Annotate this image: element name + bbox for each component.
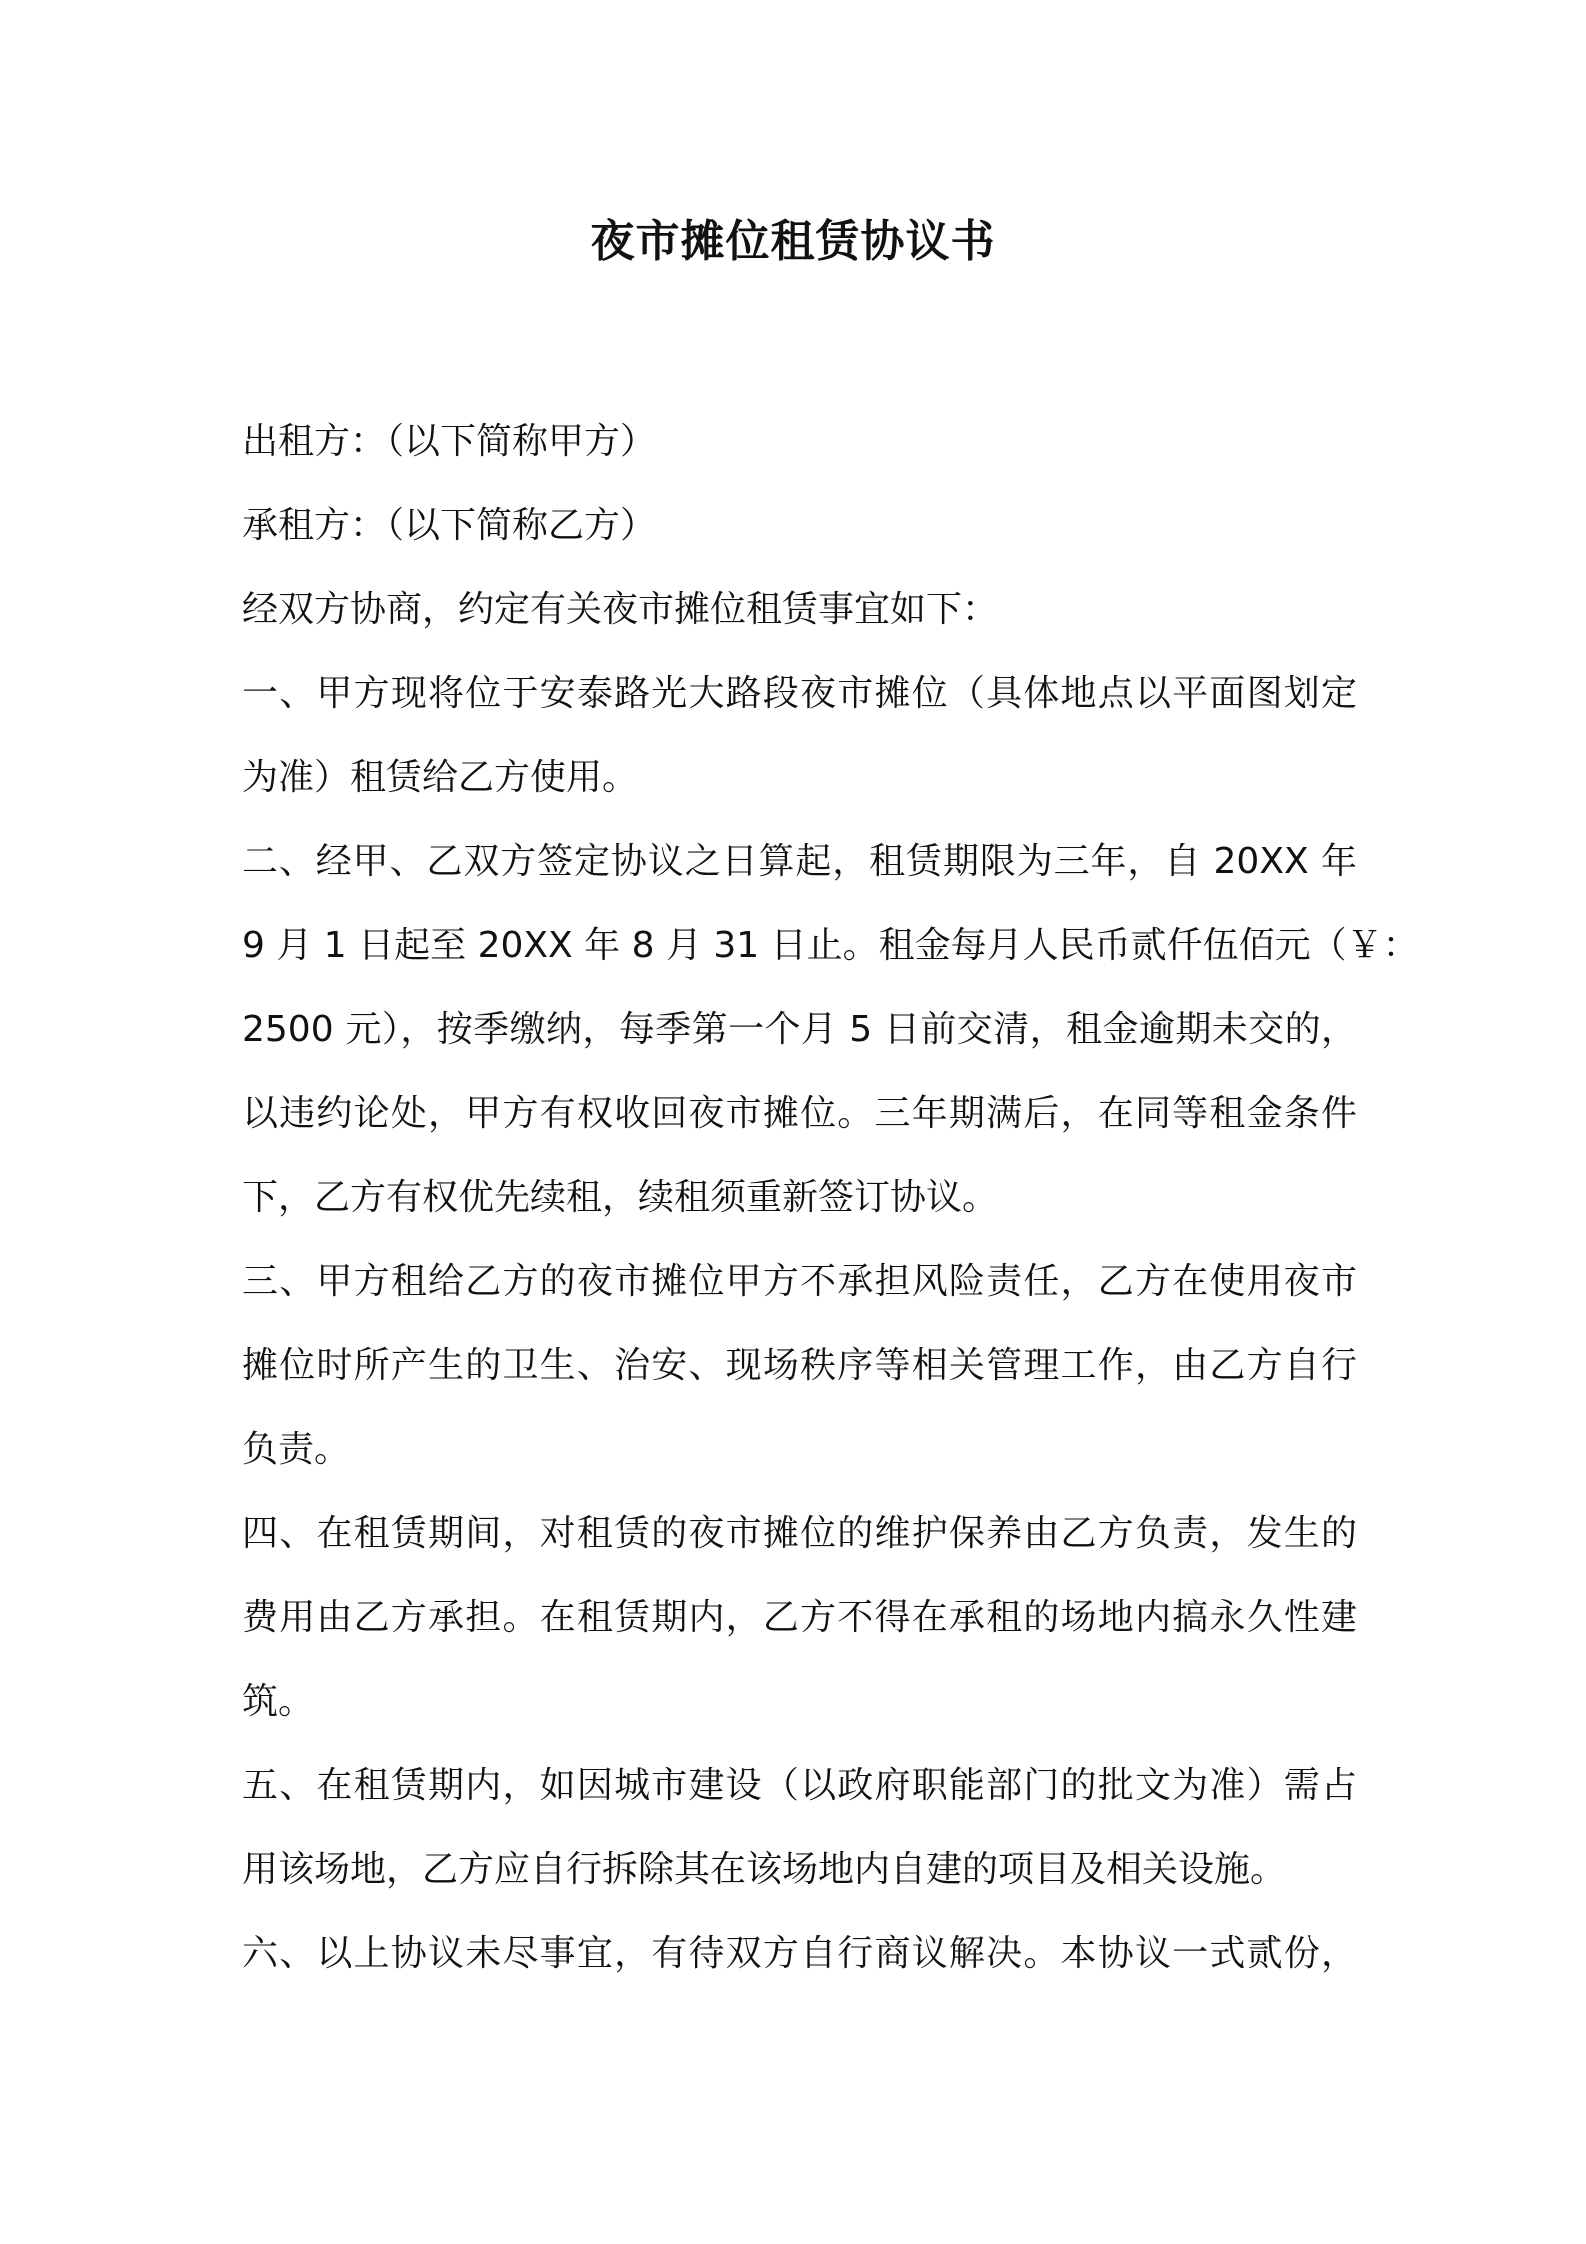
clause-2-line-4: 以违约论处，甲方有权收回夜市摊位。三年期满后，在同等租金条件	[242, 1093, 1357, 1134]
clause-2-line-2: 9 月 1 日起至 20XX 年 8 月 31 日止。租金每月人民币贰仟伍佰元（￥：	[242, 925, 1419, 966]
clause-4-line-1: 四、在租赁期间，对租赁的夜市摊位的维护保养由乙方负责，发生的	[242, 1513, 1357, 1554]
clause-3-line-3: 负责。	[242, 1429, 351, 1470]
clause-4-line-3: 筑。	[242, 1681, 315, 1722]
clause-6-line-1: 六、以上协议未尽事宜，有待双方自行商议解决。本协议一式贰份，	[242, 1933, 1357, 1974]
document-title: 夜市摊位租赁协议书	[590, 216, 996, 267]
clause-5-line-2: 用该场地，乙方应自行拆除其在该场地内自建的项目及相关设施。	[242, 1849, 1287, 1890]
preamble-line: 经双方协商，约定有关夜市摊位租赁事宜如下：	[242, 589, 999, 630]
clause-3-line-2: 摊位时所产生的卫生、治安、现场秩序等相关管理工作，由乙方自行	[242, 1345, 1357, 1386]
clause-2-line-3: 2500 元），按季缴纳，每季第一个月 5 日前交清，租金逾期未交的，	[242, 1009, 1357, 1050]
clause-5-line-1: 五、在租赁期内，如因城市建设（以政府职能部门的批文为准）需占	[242, 1765, 1357, 1806]
clause-2-line-5: 下，乙方有权优先续租，续租须重新签订协议。	[242, 1177, 999, 1218]
clause-4-line-2: 费用由乙方承担。在租赁期内，乙方不得在承租的场地内搞永久性建	[242, 1597, 1357, 1638]
clause-1-line-2: 为准）租赁给乙方使用。	[242, 757, 639, 798]
lessor-line: 出租方：（以下简称甲方）	[242, 421, 657, 462]
clause-1-line-1: 一、甲方现将位于安泰路光大路段夜市摊位（具体地点以平面图划定	[242, 673, 1357, 714]
document-body	[242, 400, 1419, 1996]
lessee-line: 承租方：（以下简称乙方）	[242, 505, 657, 546]
clause-3-line-1: 三、甲方租给乙方的夜市摊位甲方不承担风险责任，乙方在使用夜市	[242, 1261, 1357, 1302]
clause-2-line-1: 二、经甲、乙双方签定协议之日算起，租赁期限为三年，自 20XX 年	[242, 841, 1357, 882]
